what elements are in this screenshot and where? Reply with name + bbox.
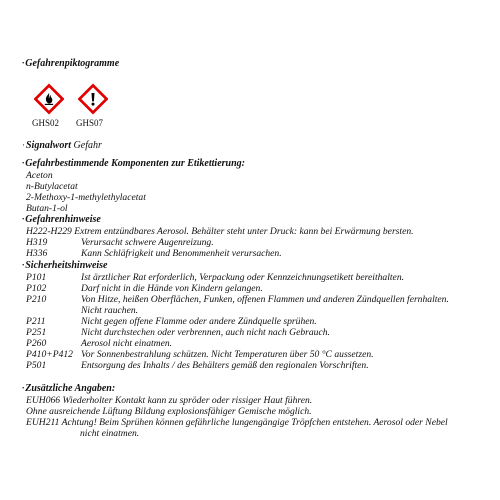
components-heading: ·Gefahrbestimmende Komponenten zur Etikettierung: [22, 158, 245, 169]
additional-item: Ohne ausreichende Lüftung Bildung explosionsfähiger Gemische möglich. [26, 406, 312, 417]
component-item: n-Butylacetat [26, 181, 78, 192]
hazard-statement: H319 Verursacht schwere Augenreizung. [26, 237, 214, 248]
exclamation-icon [78, 78, 108, 120]
precaution-statement: P101 Ist ärztlicher Rat erforderlich, Verpackung oder Kennzeichnungsetikett bereithalten. [26, 272, 405, 283]
component-item: 2-Methoxy-1-methylethylacetat [26, 192, 146, 203]
hazard-heading: ·Gefahrenhinweise [22, 214, 101, 225]
precaution-statement: P211 Nicht gegen offene Flamme oder andere Zündquelle sprühen. [26, 316, 317, 327]
additional-continuation: nicht einatmen. [80, 428, 140, 439]
signal-word-value: Gefahr [73, 140, 102, 151]
precaution-statement: P410+P412 Vor Sonnenbestrahlung schützen. Nicht Temperaturen über 50 °C aussetzen. [26, 349, 374, 360]
precaution-list [26, 272, 449, 371]
additional-item: EUH066 Wiederholter Kontakt kann zu spröder oder rissiger Haut führen. [26, 395, 313, 406]
precaution-statement: P251 Nicht durchstechen oder verbrennen, auch nicht nach Gebrauch. [26, 327, 330, 338]
ghs07-code: GHS07 [76, 118, 104, 128]
additional-list [26, 395, 448, 439]
additional-item: EUH211 Achtung! Beim Sprühen können gefährliche lungengängige Tröpfchen entstehen. Aerosol oder Nebel [26, 417, 448, 428]
component-item: Aceton [26, 170, 53, 181]
flame-icon [34, 78, 64, 120]
signal-word-line: ·Signalwort Gefahr [22, 140, 102, 151]
ghs02-code: GHS02 [32, 118, 60, 128]
precaution-statement: P102 Darf nicht in die Hände von Kindern gelangen. [26, 283, 263, 294]
pictograms-heading: ·Gefahrenpiktogramme [22, 58, 120, 69]
precaution-statement: P260 Aerosol nicht einatmen. [26, 338, 173, 349]
precaution-statement: P210 Von Hitze, heißen Oberflächen, Funken, offenen Flammen und anderen Zündquellen fernhalten. [26, 294, 449, 305]
components-list [26, 170, 146, 214]
hazard-statement: H336 Kann Schläfrigkeit und Benommenheit verursachen. [26, 248, 282, 259]
ghs07-pictogram [78, 84, 108, 114]
component-item: Butan-1-ol [26, 203, 68, 214]
ghs02-pictogram [34, 84, 64, 114]
precaution-heading: ·Sicherheitshinweise [22, 260, 108, 271]
hazard-list [26, 226, 414, 259]
additional-heading: ·Zusätzliche Angaben: [22, 383, 116, 394]
precaution-statement: P501 Entsorgung des Inhalts / des Behälters gemäß den regionalen Vorschriften. [26, 360, 369, 371]
precaution-continuation: Nicht rauchen. [81, 305, 139, 316]
hazard-statement: H222-H229 Extrem entzündbares Aerosol. Behälter steht unter Druck: kann bei Erwärmung bersten. [26, 226, 414, 237]
